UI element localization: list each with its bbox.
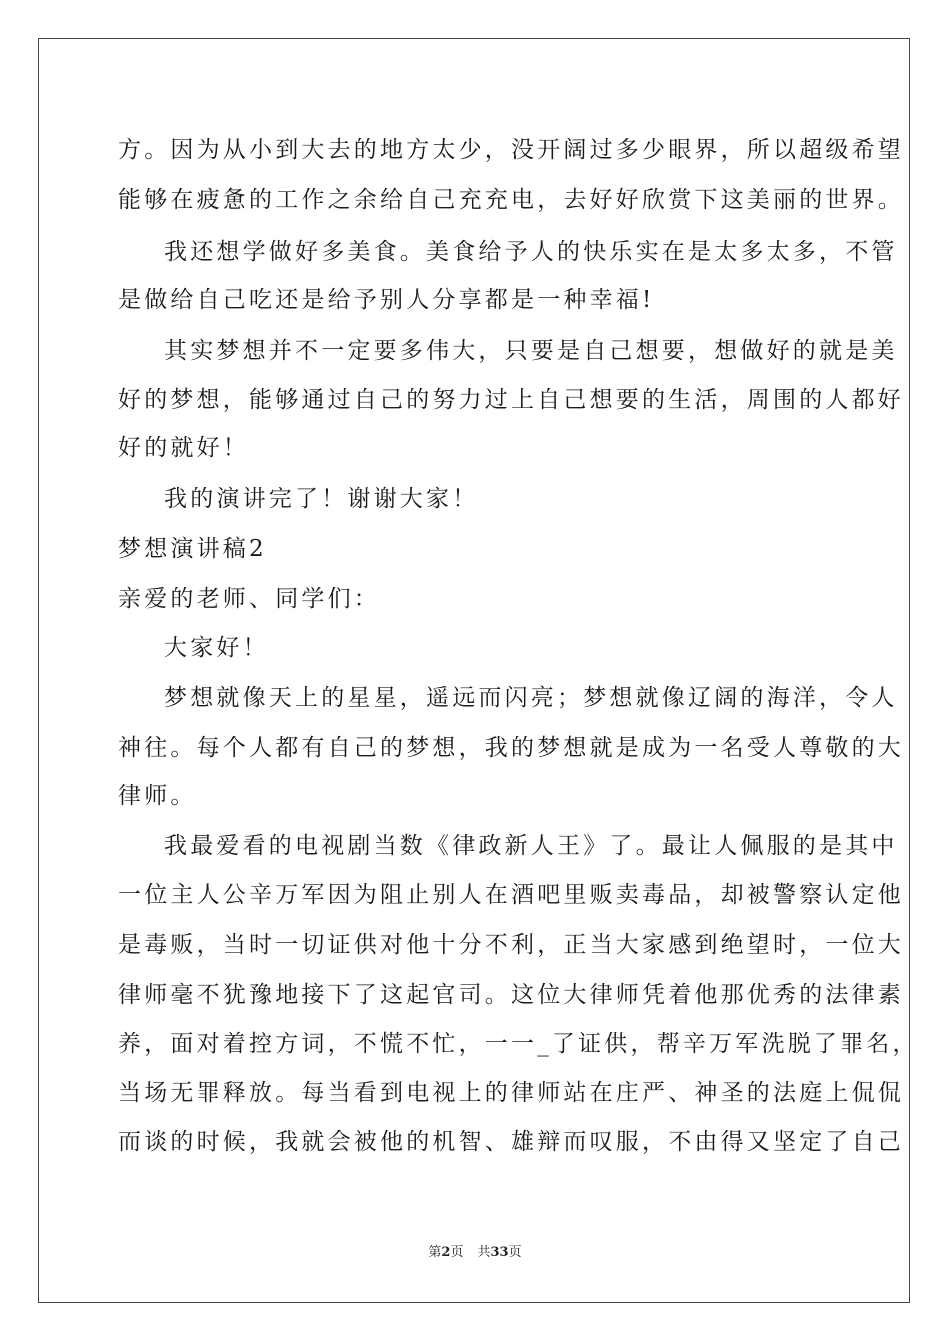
- paragraph-line: 当场无罪释放。每当看到电视上的律师站在庄严、神圣的法庭上侃侃: [118, 1080, 904, 1106]
- section-title: 梦想演讲稿2: [118, 536, 267, 562]
- salutation: 亲爱的老师、同学们：: [118, 586, 380, 612]
- paragraph-line: 一位主人公辛万军因为阻止别人在酒吧里贩卖毒品，却被警察认定他: [118, 882, 904, 908]
- page-suffix: 页: [450, 1245, 464, 1260]
- paragraph-line: 律师毫不犹豫地接下了这起官司。这位大律师凭着他那优秀的法律素: [118, 982, 904, 1008]
- paragraph-line: 是做给自己吃还是给予别人分享都是一种幸福!: [118, 287, 655, 313]
- greeting: 大家好！: [164, 635, 269, 661]
- page-footer: [0, 1245, 950, 1261]
- page-prefix: 第: [428, 1245, 442, 1260]
- total-prefix: 共: [477, 1245, 491, 1260]
- paragraph-line: 好的梦想，能够通过自己的努力过上自己想要的生活，周围的人都好: [118, 387, 904, 413]
- total-suffix: 页: [508, 1245, 522, 1260]
- paragraph-line: 能够在疲惫的工作之余给自己充充电，去好好欣赏下这美丽的世界。: [118, 187, 904, 213]
- paragraph-line: 神往。每个人都有自己的梦想，我的梦想就是成为一名受人尊敬的大: [118, 735, 904, 761]
- paragraph-line: 而谈的时候，我就会被他的机智、雄辩而叹服，不由得又坚定了自己: [118, 1129, 904, 1155]
- paragraph-line: 我还想学做好多美食。美食给予人的快乐实在是太多太多，不管: [164, 239, 898, 265]
- page-number: 2: [441, 1245, 451, 1260]
- paragraph-line: 我最爱看的电视剧当数《律政新人王》了。最让人佩服的是其中: [164, 833, 898, 859]
- page-total: 33: [490, 1245, 509, 1260]
- paragraph-line: 梦想就像天上的星星，遥远而闪亮；梦想就像辽阔的海洋，令人: [164, 685, 898, 711]
- paragraph-line: 是毒贩，当时一切证供对他十分不利，正当大家感到绝望时，一位大: [118, 932, 904, 958]
- paragraph-line: 方。因为从小到大去的地方太少，没开阔过多少眼界，所以超级希望: [118, 137, 904, 163]
- page-border: [38, 38, 910, 1303]
- paragraph-line: 好的就好！: [118, 435, 249, 461]
- paragraph-line: 其实梦想并不一定要多伟大，只要是自己想要，想做好的就是美: [164, 338, 898, 364]
- paragraph-line: 养，面对着控方词，不慌不忙，一一_了证供，帮辛万军洗脱了罪名，: [118, 1031, 919, 1057]
- paragraph-line: 律师。: [118, 783, 197, 809]
- paragraph-line: 我的演讲完了！谢谢大家！: [164, 486, 479, 512]
